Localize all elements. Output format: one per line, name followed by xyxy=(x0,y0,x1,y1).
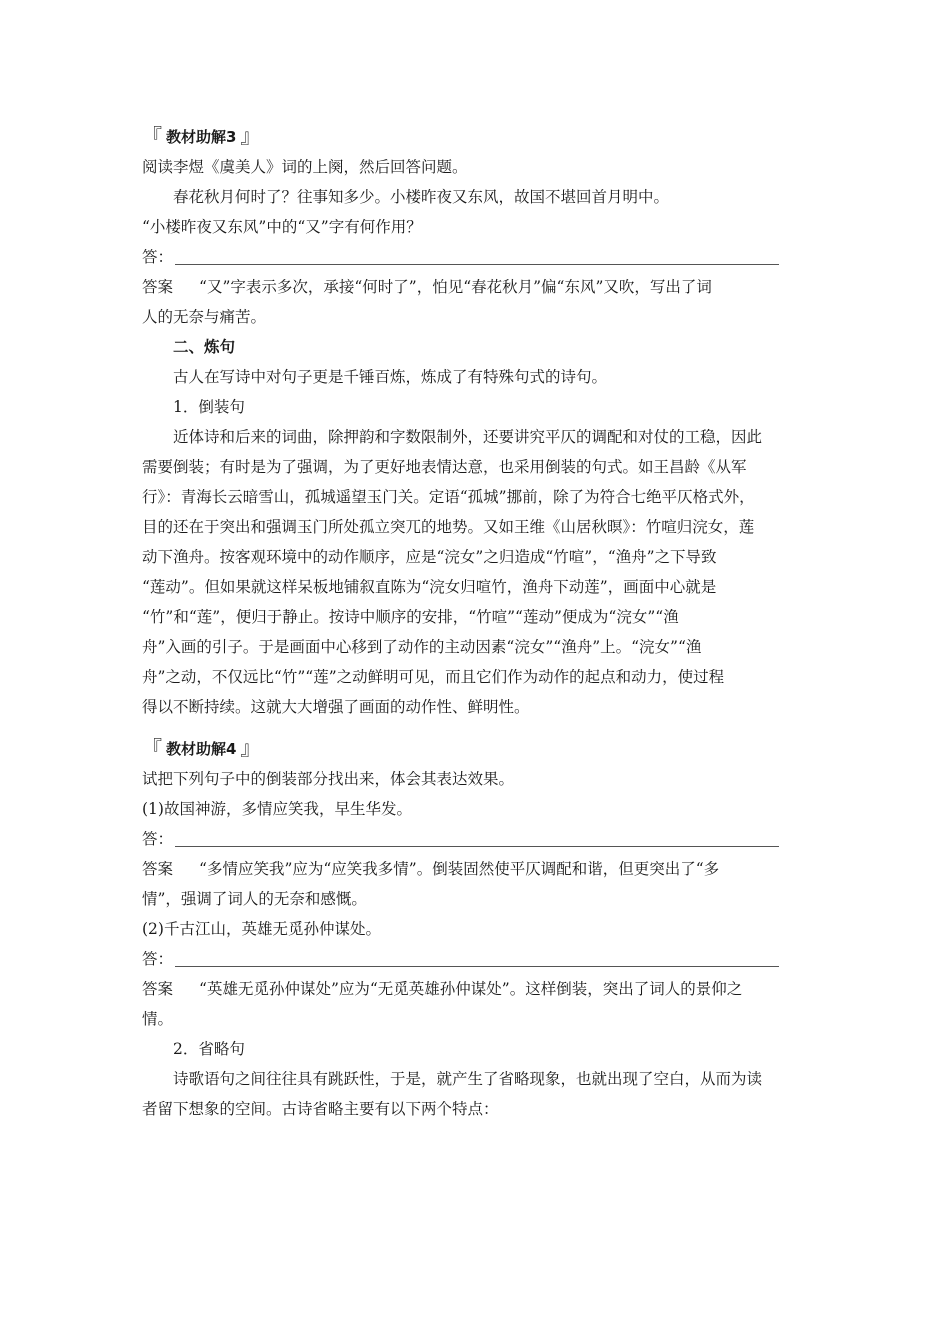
answer-4-1-line-1 xyxy=(142,854,810,884)
question-3: “小楼昨夜又东风”中的“又”字有何作用？ xyxy=(142,218,422,236)
question-intro-3: 阅读李煜《虞美人》词的上阕，然后回答问题。 xyxy=(142,158,468,176)
para1-line: 舟”之动，不仅远比“竹”“莲”之动鲜明可见，而且它们作为动作的起点和动力，使过程 xyxy=(142,668,725,686)
bracket-left: 『 xyxy=(142,124,162,148)
para1-line: “莲动”。但如果就这样呆板地铺叙直陈为“浣女归喧竹，渔舟下动莲”，画面中心就是 xyxy=(142,578,717,596)
subheading-daozhuang: 1．倒装句 xyxy=(173,398,245,416)
heading-liangju: 二、炼句 xyxy=(173,337,236,356)
answer-prompt: 答： xyxy=(142,950,174,968)
para1-line: “竹”和“莲”，便归于静止。按诗中顺序的安排，“竹喧”“莲动”便成为“浣女”“渔 xyxy=(142,608,679,626)
para1-line: 目的还在于突出和强调玉门所处孤立突兀的地势。又如王维《山居秋暝》：竹喧归浣女，莲 xyxy=(142,518,755,536)
answer-prompt: 答： xyxy=(142,248,174,266)
answer-3-line-2: 人的无奈与痛苦。 xyxy=(142,308,267,326)
bracket-right: 』 xyxy=(240,736,261,760)
para2-line: 诗歌语句之间往往具有跳跃性，于是，就产生了省略现象，也就出现了空白，从而为读 xyxy=(173,1070,763,1088)
answer-line-3 xyxy=(142,242,810,272)
answer-label: 答案 xyxy=(142,278,174,296)
para1-line: 舟”入画的引子。于是画面中心移到了动作的主动因素“浣女”“渔舟”上。“浣女”“渔 xyxy=(142,638,702,656)
section-header-4-text: 教材助解4 xyxy=(166,740,237,758)
para1-line: 近体诗和后来的词曲，除押韵和字数限制外，还要讲究平仄的调配和对仗的工稳，因此 xyxy=(173,428,763,446)
answer-3-text-1: “又”字表示多次，承接“何时了”，怕见“春花秋月”偏“东风”又吹，写出了词 xyxy=(199,278,712,296)
answer-4-2-text-1: “英雄无觅孙仲谋处”应为“无觅英雄孙仲谋处”。这样倒装，突出了词人的景仰之 xyxy=(199,980,743,998)
para2-line: 者留下想象的空间。古诗省略主要有以下两个特点： xyxy=(142,1100,499,1118)
answer-prompt: 答： xyxy=(142,830,174,848)
poem-excerpt: 春花秋月何时了？往事知多少。小楼昨夜又东风，故国不堪回首月明中。 xyxy=(173,188,670,206)
answer-4-1-line-2: 情”，强调了词人的无奈和感慨。 xyxy=(142,890,367,908)
answer-line-4-1 xyxy=(142,824,810,854)
answer-4-1-text-1: “多情应笑我”应为“应笑我多情”。倒装固然使平仄调配和谐，但更突出了“多 xyxy=(199,860,720,878)
document-page xyxy=(142,118,810,1124)
answer-blank-rule xyxy=(175,846,779,847)
subheading-shenglue: 2．省略句 xyxy=(173,1040,245,1058)
answer-blank-rule xyxy=(175,264,779,265)
answer-blank-rule xyxy=(175,966,779,967)
answer-label: 答案 xyxy=(142,980,174,998)
answer-line-4-2 xyxy=(142,944,810,974)
question-intro-4: 试把下列句子中的倒装部分找出来，体会其表达效果。 xyxy=(142,770,515,788)
question-4-1: (1)故国神游，多情应笑我，早生华发。 xyxy=(142,800,412,818)
question-4-2: (2)千古江山，英雄无觅孙仲谋处。 xyxy=(142,920,381,938)
para1-line: 动下渔舟。按客观环境中的动作顺序，应是“浣女”之归造成“竹喧”，“渔舟”之下导致 xyxy=(142,548,717,566)
intro-paragraph: 古人在写诗中对句子更是千锤百炼，炼成了有特殊句式的诗句。 xyxy=(173,368,608,386)
answer-3-line-1 xyxy=(142,272,810,302)
para1-line: 行》：青海长云暗雪山，孤城遥望玉门关。定语“孤城”挪前，除了为符合七绝平仄格式外， xyxy=(142,488,755,506)
bracket-right: 』 xyxy=(240,124,261,148)
answer-4-2-line-2: 情。 xyxy=(142,1010,174,1028)
bracket-left: 『 xyxy=(142,736,162,760)
section-header-4 xyxy=(142,730,810,764)
para1-line: 得以不断持续。这就大大增强了画面的动作性、鲜明性。 xyxy=(142,698,530,716)
section-header-3 xyxy=(142,118,810,152)
answer-4-2-line-1 xyxy=(142,974,810,1004)
para1-line: 需要倒装；有时是为了强调，为了更好地表情达意，也采用倒装的句式。如王昌龄《从军 xyxy=(142,458,747,476)
section-header-3-text: 教材助解3 xyxy=(166,128,237,146)
answer-label: 答案 xyxy=(142,860,174,878)
